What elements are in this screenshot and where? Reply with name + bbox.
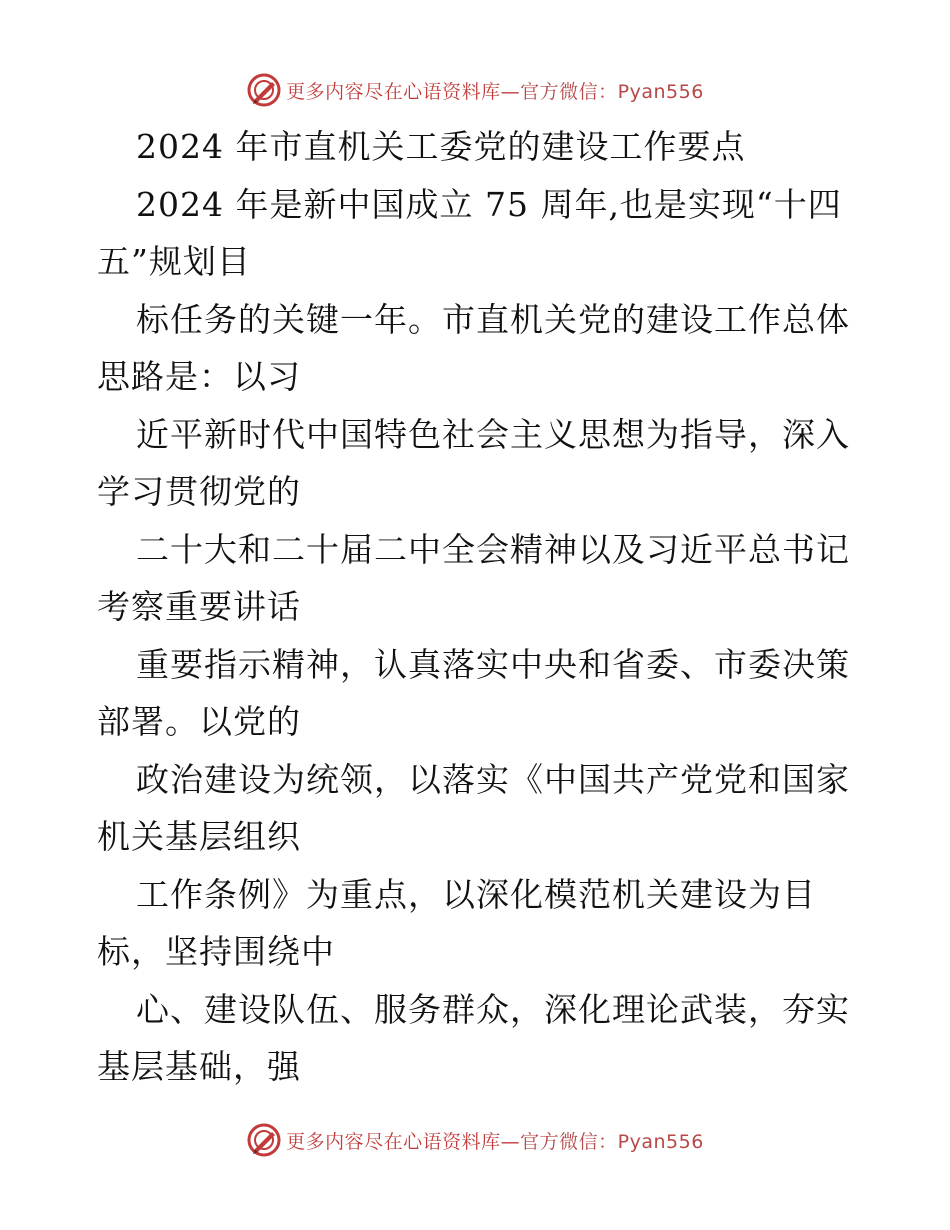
watermark-main: 更多内容尽在心语资料库 xyxy=(286,1130,501,1153)
document-title: 2024 年市直机关工委党的建设工作要点 xyxy=(136,127,746,166)
paragraph-line: 标任务的关键一年。市直机关党的建设工作总体 xyxy=(136,299,850,339)
footer-watermark xyxy=(0,1120,950,1160)
paragraph-line: 考察重要讲话 xyxy=(97,587,301,626)
pen-logo-icon xyxy=(246,72,282,108)
document-body xyxy=(97,118,857,1096)
paragraph-line: 标，坚持围绕中 xyxy=(97,932,335,971)
pen-logo-icon xyxy=(246,1122,282,1158)
paragraph-line: 政治建设为统领，以落实《中国共产党党和国家 xyxy=(136,759,850,799)
paragraph-line: 近平新时代中国特色社会主义思想为指导，深入 xyxy=(136,414,850,454)
paragraph-line: 心、建设队伍、服务群众，深化理论武装，夯实 xyxy=(136,989,850,1029)
paragraph-line: 思路是：以习 xyxy=(97,357,301,396)
watermark-contact: 官方微信：Pyan556 xyxy=(520,80,704,103)
paragraph-line: 五”规划目 xyxy=(97,242,251,281)
paragraph-line: 机关基层组织 xyxy=(97,817,301,856)
paragraph-line: 重要指示精神，认真落实中央和省委、市委决策 xyxy=(136,644,850,684)
paragraph-line: 2024 年是新中国成立 75 周年,也是实现“十四 xyxy=(136,184,842,224)
watermark-text xyxy=(286,77,704,104)
paragraph-line: 基层基础，强 xyxy=(97,1047,301,1086)
paragraph-line: 学习贯彻党的 xyxy=(97,472,301,511)
watermark-contact: 官方微信：Pyan556 xyxy=(520,1130,704,1153)
watermark-dash: — xyxy=(500,1130,521,1153)
watermark-dash: — xyxy=(500,80,521,103)
paragraph-line: 工作条例》为重点，以深化模范机关建设为目 xyxy=(136,874,816,914)
paragraph-line: 二十大和二十届二中全会精神以及习近平总书记 xyxy=(136,529,850,569)
watermark-text xyxy=(286,1127,704,1154)
paragraph-line: 部署。以党的 xyxy=(97,702,301,741)
watermark-main: 更多内容尽在心语资料库 xyxy=(286,80,501,103)
header-watermark xyxy=(0,70,950,110)
